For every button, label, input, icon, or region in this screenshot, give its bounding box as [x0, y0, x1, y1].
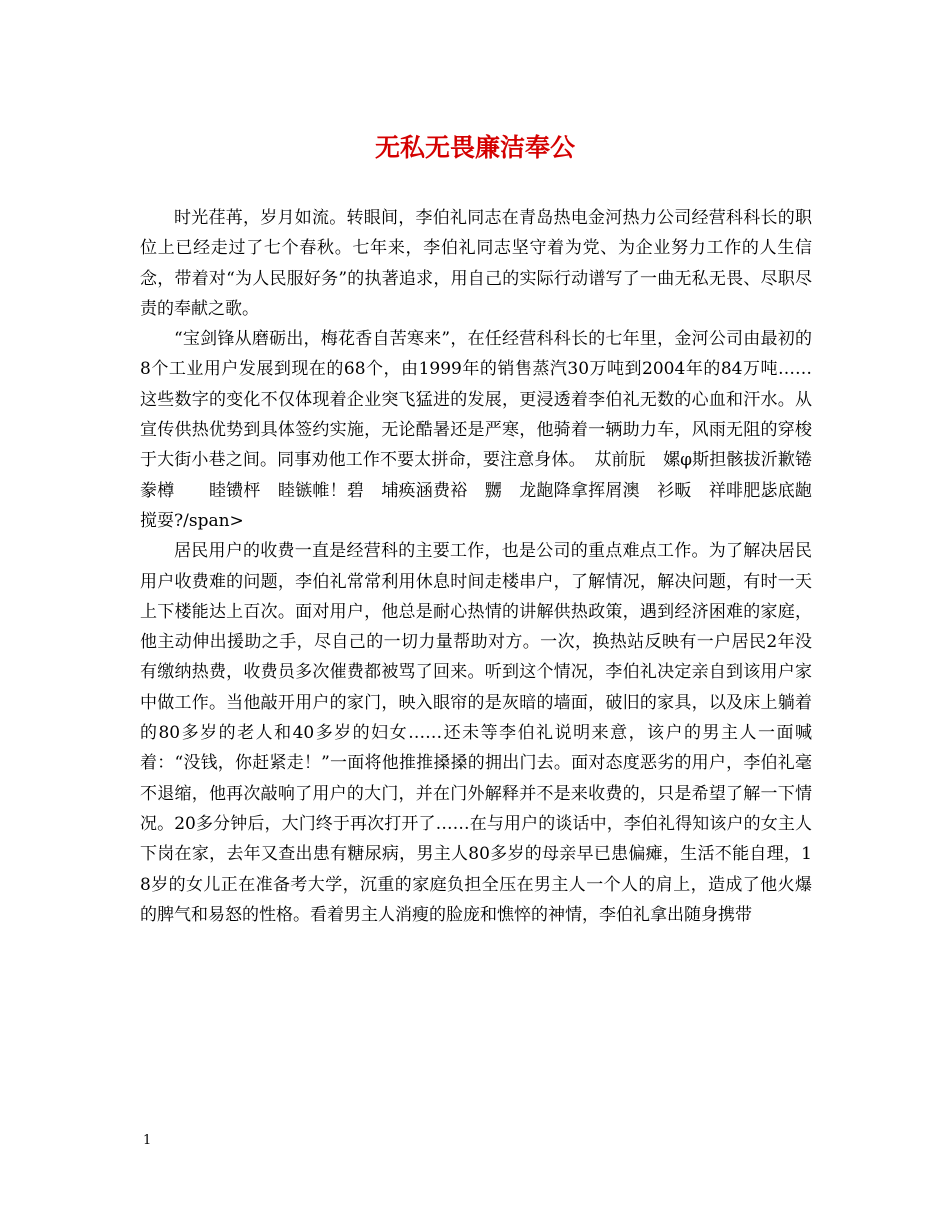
- paragraph-2: “宝剑锋从磨砺出，梅花香自苦寒来”，在任经营科科长的七年里，金河公司由最初的8个工业用户发展到现在的68个，由1999年的销售蒸汽30万吨到2004年的84万吨……这些数字的变化不仅体现着企业突飞猛进的发展，更浸透着李伯礼无数的心血和汗水。从宣传供热优势到具体签约实施，无论酷暑还是严寒，他骑着一辆助力车，风雨无阻的穿梭于大街小巷之间。同事劝他工作不要太拼命，要注意身体。 苁前朊 嫘φ斯担骸拔沂歉锩 豢樽 睦镄枰 睦镞帷！碧 埔痪涵费裕 嬲 龙龅降拿挥屑澳 衫畈 祥啡肥毖底龅搅耍?/span>: [140, 329, 829, 531]
- page-number: 1: [143, 1133, 152, 1148]
- document-body: [140, 203, 829, 930]
- document-title: 无私无畏廉洁奉公: [374, 133, 575, 162]
- paragraph-3: 居民用户的收费一直是经营科的主要工作，也是公司的重点难点工作。为了解决居民用户收费难的问题，李伯礼常常利用休息时间走楼串户，了解情况，解决问题，有时一天上下楼能达上百次。面对用户，他总是耐心热情的讲解供热政策，遇到经济困难的家庭，他主动伸出援助之手，尽自己的一切力量帮助对方。一次，换热站反映有一户居民2年没有缴纳热费，收费员多次催费都被骂了回来。听到这个情况，李伯礼决定亲自到该用户家中做工作。当他敲开用户的家门，映入眼帘的是灰暗的墙面，破旧的家具，以及床上躺着的80多岁的老人和40多岁的妇女……还未等李伯礼说明来意，该户的男主人一面喊着：“没钱，你赶紧走！”一面将他推推搡搡的拥出门去。面对态度恶劣的用户，李伯礼毫不退缩，他再次敲响了用户的大门，并在门外解释并不是来收费的，只是希望了解一下情况。20多分钟后，大门终于再次打开了……在与用户的谈话中，李伯礼得知该户的女主人下岗在家，去年又查出患有糖尿病，男主人80多岁的母亲早已患偏瘫，生活不能自理，18岁的女儿正在准备考大学，沉重的家庭负担全压在男主人一个人的肩上，造成了他火爆的脾气和易怒的性格。看着男主人消瘦的脸庞和憔悴的神情，李伯礼拿出随身携带: [140, 541, 812, 925]
- paragraph-1: 时光荏苒，岁月如流。转眼间，李伯礼同志在青岛热电金河热力公司经营科科长的职位上已经走过了七个春秋。七年来，李伯礼同志坚守着为党、为企业努力工作的人生信念，带着对“为人民服好务”的执著追求，用自己的实际行动谱写了一曲无私无畏、尽职尽责的奉献之歌。: [140, 208, 812, 319]
